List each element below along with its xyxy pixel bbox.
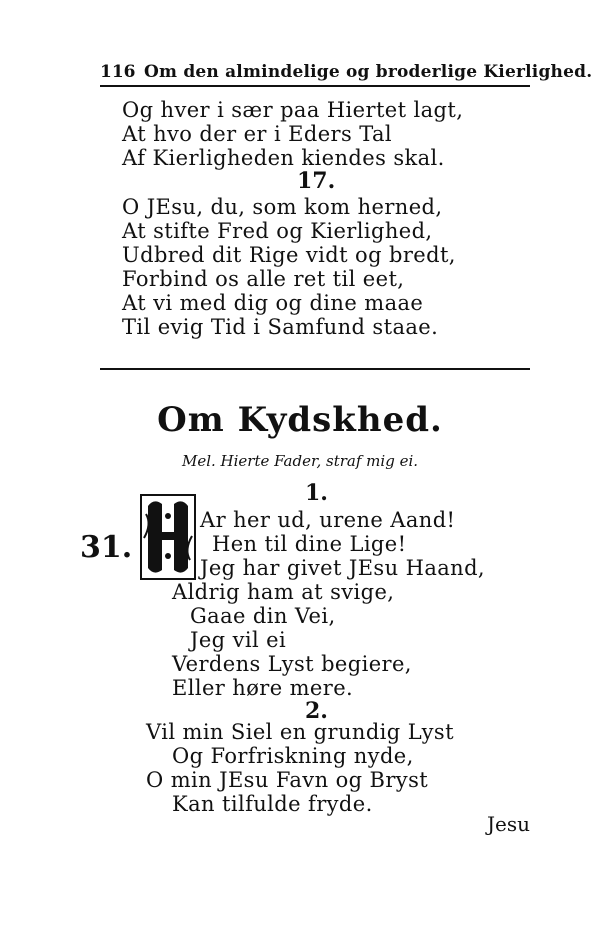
verse-line: Forbind os alle ret til eet, — [122, 267, 405, 291]
verse-line: Og Forfriskning nyde, — [172, 744, 414, 768]
stanza-number: 1. — [305, 480, 328, 506]
verse-line: Eller høre mere. — [172, 676, 354, 700]
verse-line: O JEsu, du, som kom herned, — [122, 195, 443, 219]
section-rule — [100, 368, 530, 370]
running-head — [100, 60, 593, 86]
verse-line: Verdens Lyst begiere, — [172, 652, 412, 676]
verse-line: Hen til dine Lige! — [212, 532, 407, 556]
verse-line: Gaae din Vei, — [190, 604, 336, 628]
verse-line: Aldrig ham at svige, — [172, 580, 395, 604]
drop-cap-ornament — [140, 494, 196, 580]
hymn-number: 31. — [80, 530, 133, 565]
verse-line: Jeg vil ei — [190, 628, 287, 652]
page-number: 116 — [100, 62, 136, 82]
verse-line: At vi med dig og dine maae — [122, 291, 424, 315]
melody-note: Mel. Hierte Fader, straf mig ei. — [181, 452, 419, 470]
verse-line: At stifte Fred og Kierlighed, — [122, 219, 433, 243]
verse-line: Af Kierligheden kiendes skal. — [122, 146, 445, 170]
verse-line: Ar her ud, urene Aand! — [200, 508, 456, 532]
verse-line: Jeg har givet JEsu Haand, — [200, 556, 486, 580]
verse-line: Kan tilfulde fryde. — [172, 792, 373, 816]
catchword: Jesu — [487, 812, 530, 836]
verse-line: Til evig Tid i Samfund staae. — [122, 315, 439, 339]
verse-line: Og hver i sær paa Hiertet lagt, — [122, 98, 464, 122]
verse-line: O min JEsu Favn og Bryst — [146, 768, 429, 792]
verse-line: At hvo der er i Eders Tal — [122, 122, 393, 146]
running-title: Om den almindelige og broderlige Kierlighed. — [144, 62, 593, 82]
verse-line: Vil min Siel en grundig Lyst — [146, 720, 454, 744]
verse-line: Udbred dit Rige vidt og bredt, — [122, 243, 456, 267]
stanza-number: 17. — [297, 168, 336, 194]
stanza-number: 2. — [305, 698, 328, 724]
header-rule — [100, 85, 530, 87]
hymn-title: Om Kydskhed. — [157, 400, 443, 440]
